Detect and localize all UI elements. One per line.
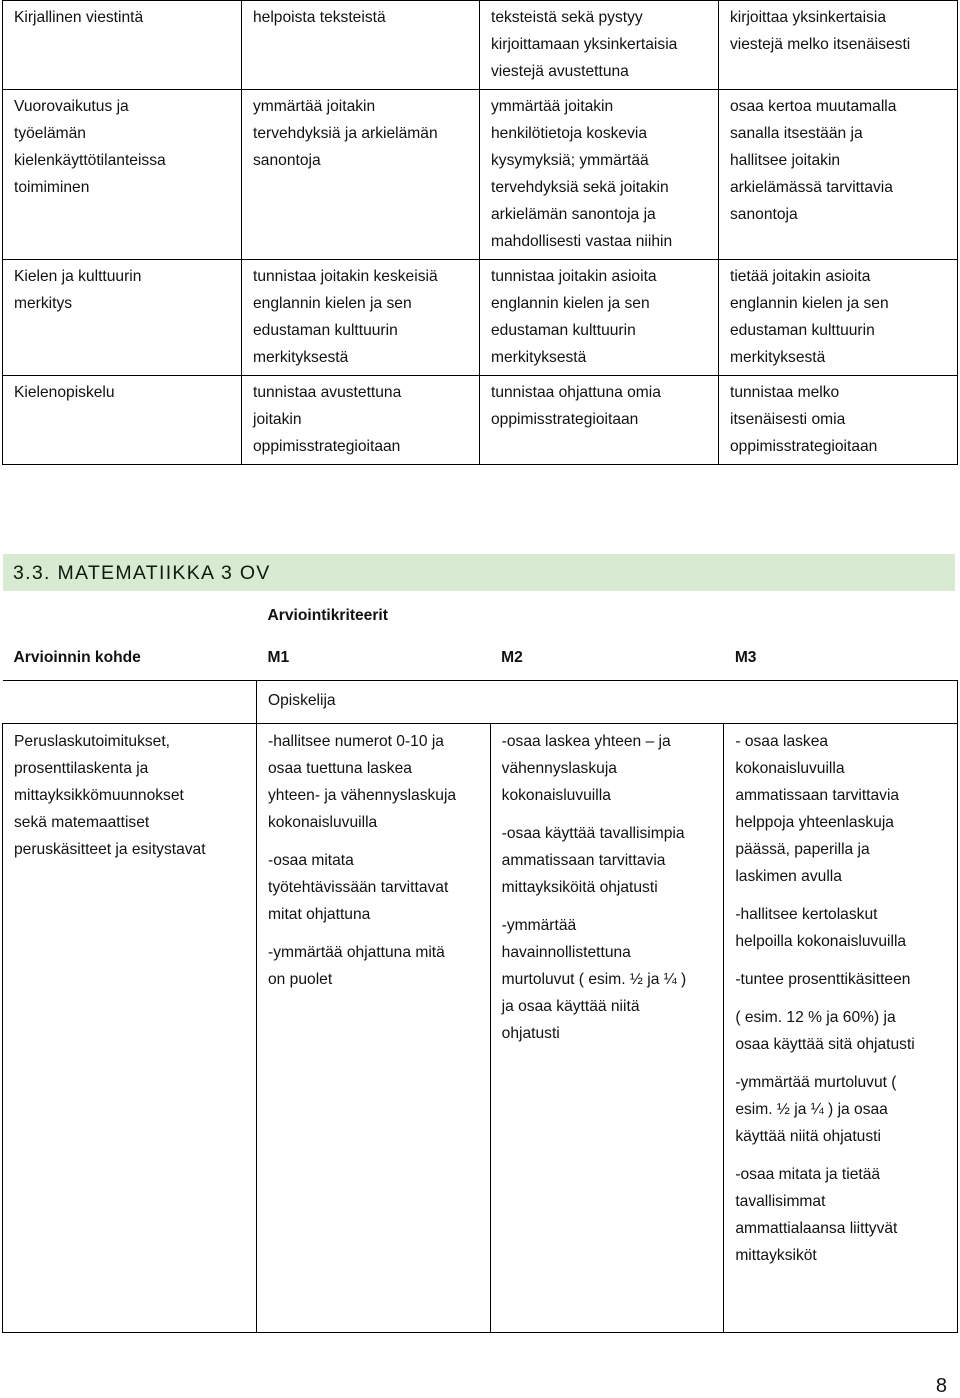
cell-line: Kirjallinen viestintä bbox=[14, 9, 144, 26]
cell-line: käyttää niitä ohjatusti bbox=[735, 1128, 881, 1145]
cell-line: englannin kielen ja sen bbox=[730, 295, 889, 312]
cell-line: kokonaisluvuilla bbox=[735, 760, 845, 777]
cell-line: joitakin bbox=[253, 411, 302, 428]
m2-cell bbox=[480, 260, 719, 376]
cell-line: -ymmärtää murtoluvut ( bbox=[735, 1074, 897, 1091]
cell-line: henkilötietoja koskevia bbox=[491, 125, 648, 142]
cell-line: kirjoittaa yksinkertaisia bbox=[730, 9, 886, 26]
paragraph bbox=[502, 820, 715, 901]
cell-line: tunnistaa ohjattuna omia bbox=[491, 384, 661, 401]
cell-line: yhteen- ja vähennyslaskuja bbox=[268, 787, 457, 804]
paragraph bbox=[268, 728, 481, 836]
cell-line: osaa kertoa muutamalla bbox=[730, 98, 897, 115]
kohde-cell bbox=[3, 724, 257, 1333]
paragraph bbox=[268, 847, 481, 928]
cell-line: ja osaa käyttää niitä bbox=[501, 998, 640, 1015]
cell-line: Kielen ja kulttuurin bbox=[14, 268, 142, 285]
header-m3: M3 bbox=[724, 638, 958, 681]
cell-line: laskimen avulla bbox=[735, 868, 842, 885]
cell-line: -osaa mitata ja tietää bbox=[735, 1166, 881, 1183]
cell-line: sanontoja bbox=[730, 206, 798, 223]
cell-line: toimiminen bbox=[14, 179, 90, 196]
m3-cell bbox=[724, 724, 958, 1333]
section-heading: 3.3. MATEMATIIKKA 3 OV bbox=[2, 553, 956, 592]
table-row bbox=[3, 1, 958, 90]
cell-line: edustaman kulttuurin bbox=[730, 322, 875, 339]
cell-line: -osaa käyttää tavallisimpia bbox=[501, 825, 685, 842]
paragraph bbox=[502, 728, 715, 809]
criterion-cell bbox=[3, 90, 242, 260]
m3-cell bbox=[719, 90, 958, 260]
cell-line: osaa käyttää sitä ohjatusti bbox=[735, 1036, 915, 1053]
cell-line: mittayksiköt bbox=[735, 1247, 817, 1264]
paragraph bbox=[502, 912, 715, 1047]
cell-line: mittayksiköitä ohjatusti bbox=[501, 879, 658, 896]
cell-line: ammatissaan tarvittavia bbox=[735, 787, 900, 804]
cell-line: peruskäsitteet ja esitystavat bbox=[14, 841, 206, 858]
cell-line: merkityksestä bbox=[253, 349, 349, 366]
cell-line: oppimisstrategioitaan bbox=[491, 411, 639, 428]
m3-cell bbox=[719, 1, 958, 90]
cell-line: -osaa mitata bbox=[268, 852, 354, 869]
cell-line: kirjoittamaan yksinkertaisia bbox=[491, 36, 678, 53]
table-row bbox=[3, 376, 958, 465]
cell-line: tavallisimmat bbox=[735, 1193, 826, 1210]
cell-line: englannin kielen ja sen bbox=[253, 295, 412, 312]
cell-line: ammattialaansa liittyvät bbox=[735, 1220, 898, 1237]
paragraph bbox=[735, 901, 948, 955]
cell-line: ammatissaan tarvittavia bbox=[501, 852, 666, 869]
m2-cell bbox=[490, 724, 724, 1333]
cell-line: mahdollisesti vastaa niihin bbox=[491, 233, 673, 250]
cell-line: edustaman kulttuurin bbox=[253, 322, 398, 339]
criterion-cell bbox=[3, 376, 242, 465]
cell-line: hallitsee joitakin bbox=[730, 152, 841, 169]
cell-line: työelämän bbox=[14, 125, 86, 142]
m2-cell bbox=[480, 1, 719, 90]
paragraph bbox=[735, 1161, 948, 1269]
cell-line: päässä, paperilla ja bbox=[735, 841, 870, 858]
cell-line: osaa tuettuna laskea bbox=[268, 760, 412, 777]
cell-line: tunnistaa melko bbox=[730, 384, 840, 401]
cell-line: ymmärtää joitakin bbox=[253, 98, 376, 115]
header-row bbox=[3, 638, 958, 681]
cell-line: arkielämässä tarvittavia bbox=[730, 179, 893, 196]
cell-line: helpoista teksteistä bbox=[253, 9, 386, 26]
table-row bbox=[3, 90, 958, 260]
cell-line: murtoluvut ( esim. ½ ja ¼ ) bbox=[501, 971, 687, 988]
cell-line: kielenkäyttötilanteissa bbox=[14, 152, 166, 169]
page-number: 8 bbox=[935, 1375, 947, 1397]
cell-line: esim. ½ ja ¼ ) ja osaa bbox=[735, 1101, 888, 1118]
math-body-row bbox=[3, 724, 958, 1333]
cell-line: Kielenopiskelu bbox=[14, 384, 115, 401]
paragraph bbox=[735, 1004, 948, 1058]
cell-line: tunnistaa joitakin keskeisiä bbox=[253, 268, 438, 285]
cell-line: -osaa laskea yhteen – ja bbox=[501, 733, 671, 750]
cell-line: arkielämän sanontoja ja bbox=[491, 206, 656, 223]
cell-line: tunnistaa avustettuna bbox=[253, 384, 402, 401]
cell-line: -ymmärtää ohjattuna mitä bbox=[268, 944, 445, 961]
cell-line: ohjatusti bbox=[501, 1025, 560, 1042]
table-row bbox=[3, 260, 958, 376]
cell-line: on puolet bbox=[268, 971, 333, 988]
cell-line: itsenäisesti omia bbox=[730, 411, 846, 428]
m1-cell bbox=[242, 90, 480, 260]
cell-line: Peruslaskutoimitukset, bbox=[14, 733, 170, 750]
cell-line: kokonaisluvuilla bbox=[268, 814, 378, 831]
cell-line: prosenttilaskenta ja bbox=[14, 760, 149, 777]
cell-line: -hallitsee kertolaskut bbox=[735, 906, 878, 923]
cell-line: tietää joitakin asioita bbox=[730, 268, 871, 285]
cell-line: mitat ohjattuna bbox=[268, 906, 371, 923]
cell-line: oppimisstrategioitaan bbox=[253, 438, 401, 455]
m1-cell bbox=[257, 724, 491, 1333]
cell-line: vähennyslaskuja bbox=[501, 760, 617, 777]
cell-line: edustaman kulttuurin bbox=[491, 322, 636, 339]
paragraph bbox=[735, 1069, 948, 1150]
criterion-cell bbox=[3, 260, 242, 376]
cell-line: sanalla itsestään ja bbox=[730, 125, 863, 142]
m1-cell bbox=[242, 376, 480, 465]
cell-line: Vuorovaikutus ja bbox=[14, 98, 129, 115]
cell-line: englannin kielen ja sen bbox=[491, 295, 650, 312]
cell-line: merkityksestä bbox=[730, 349, 826, 366]
cell-line: tunnistaa joitakin asioita bbox=[491, 268, 657, 285]
cell-line: kysymyksiä; ymmärtää bbox=[491, 152, 649, 169]
m3-cell bbox=[719, 376, 958, 465]
cell-line: mittayksikkömuunnokset bbox=[14, 787, 184, 804]
cell-line: viestejä melko itsenäisesti bbox=[730, 36, 911, 53]
criteria-label: Arviointikriteerit bbox=[267, 606, 388, 624]
cell-line: kokonaisluvuilla bbox=[501, 787, 611, 804]
cell-line: teksteistä sekä pystyy bbox=[491, 9, 643, 26]
cell-line: ( esim. 12 % ja 60%) ja bbox=[735, 1009, 896, 1026]
cell-line: -hallitsee numerot 0-10 ja bbox=[268, 733, 444, 750]
cell-line: ymmärtää joitakin bbox=[491, 98, 614, 115]
cell-line: - osaa laskea bbox=[735, 733, 829, 750]
paragraph bbox=[735, 728, 948, 890]
cell-line: merkitys bbox=[14, 295, 73, 312]
paragraph bbox=[735, 966, 948, 993]
cell-line: merkityksestä bbox=[491, 349, 587, 366]
header-m1: M1 bbox=[257, 638, 491, 681]
cell-line: oppimisstrategioitaan bbox=[730, 438, 878, 455]
sub-header-row bbox=[3, 681, 958, 724]
cell-line: helppoja yhteenlaskuja bbox=[735, 814, 894, 831]
paragraph bbox=[268, 939, 481, 993]
m2-cell bbox=[480, 376, 719, 465]
cell-line: sekä matemaattiset bbox=[14, 814, 150, 831]
cell-line: helpoilla kokonaisluvuilla bbox=[735, 933, 907, 950]
cell-line: viestejä avustettuna bbox=[491, 63, 629, 80]
m3-cell bbox=[719, 260, 958, 376]
header-m2: M2 bbox=[490, 638, 724, 681]
language-criteria-table-body bbox=[3, 1, 958, 465]
cell-line: työtehtävissään tarvittavat bbox=[268, 879, 449, 896]
language-criteria-table bbox=[2, 0, 958, 465]
cell-line: -tuntee prosenttikäsitteen bbox=[735, 971, 911, 988]
cell-line: sanontoja bbox=[253, 152, 321, 169]
cell-line: tervehdyksiä sekä joitakin bbox=[491, 179, 669, 196]
m1-cell bbox=[242, 1, 480, 90]
sub-label: Opiskelija bbox=[257, 681, 958, 724]
cell-line: havainnollistettuna bbox=[501, 944, 631, 961]
m2-cell bbox=[480, 90, 719, 260]
m1-cell bbox=[242, 260, 480, 376]
cell-line: tervehdyksiä ja arkielämän bbox=[253, 125, 438, 142]
math-criteria-table bbox=[2, 596, 958, 1333]
header-kohde: Arvioinnin kohde bbox=[3, 638, 257, 681]
cell-line: -ymmärtää bbox=[501, 917, 577, 934]
criterion-cell bbox=[3, 1, 242, 90]
criteria-row bbox=[3, 596, 958, 638]
